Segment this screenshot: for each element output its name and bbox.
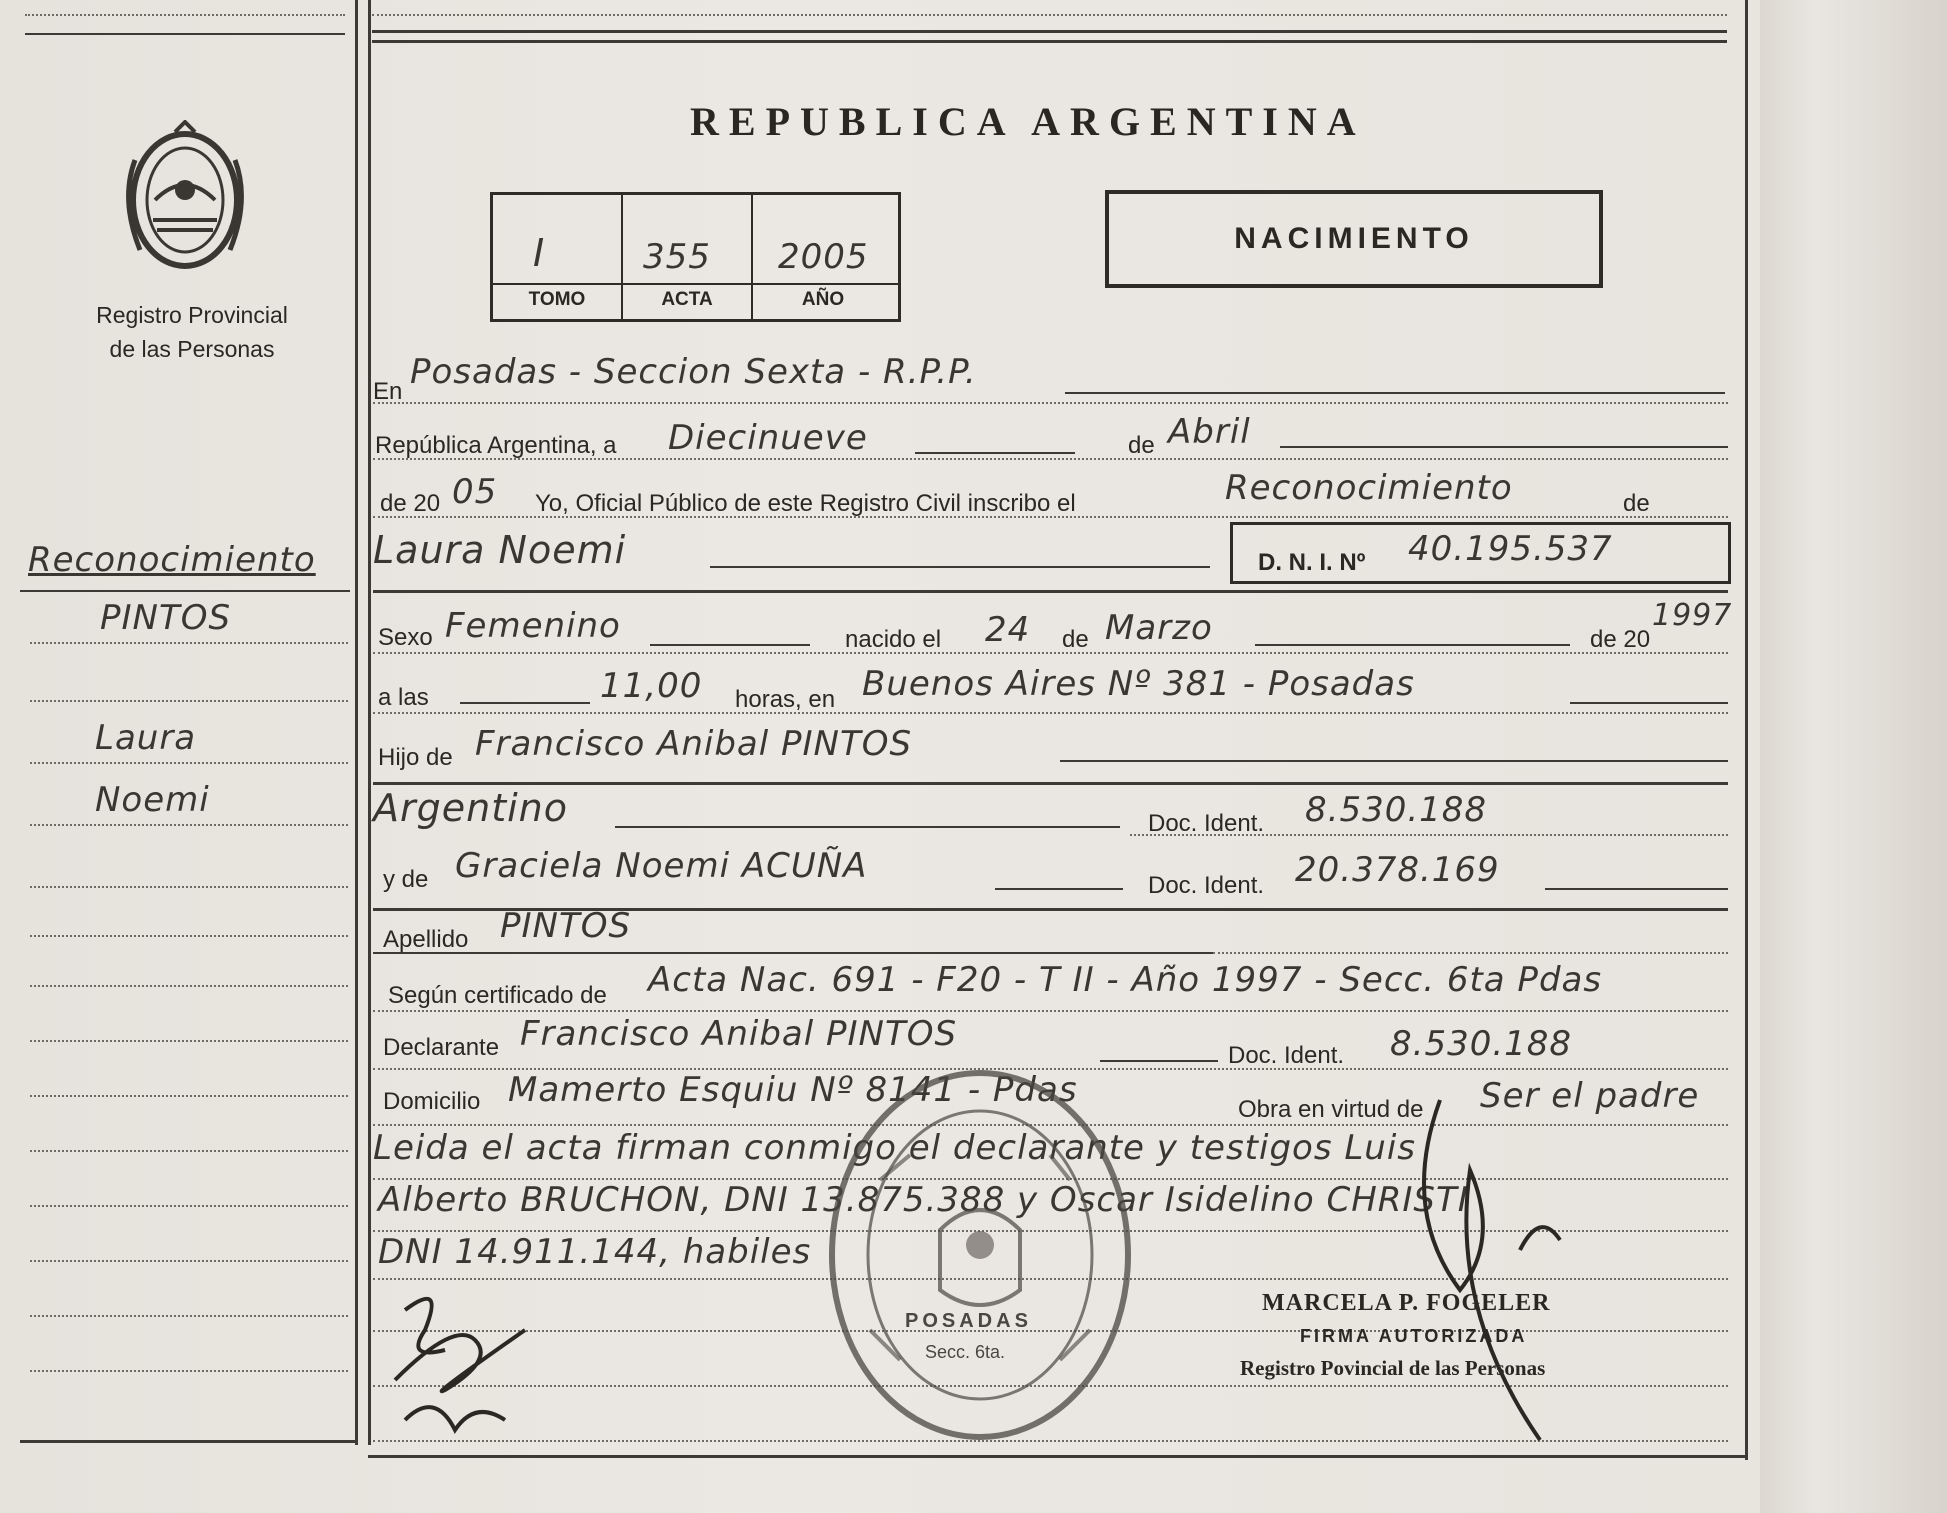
margin-line: [30, 762, 348, 764]
birth-year-label: de 20: [1590, 626, 1651, 653]
father-value: Francisco Anibal PINTOS: [475, 724, 913, 764]
declarante-label: Declarante: [383, 1034, 500, 1061]
tomo-label: TOMO: [528, 289, 586, 310]
acta-value: 355: [643, 237, 711, 277]
row-line: [1213, 952, 1728, 954]
dni-label: D. N. I. Nº: [1258, 549, 1366, 576]
left-column-divider: [355, 0, 358, 1445]
row-line: [373, 712, 1728, 714]
record-number-box: [490, 192, 901, 322]
sexo-value: Femenino: [445, 606, 621, 646]
fill-line: [915, 452, 1075, 454]
closing-line-3: DNI 14.911.144, habiles: [378, 1232, 812, 1272]
horas-label: horas, en: [735, 686, 836, 713]
closing-line-1: Leida el acta firman conmigo el declarante y testigos Luis: [373, 1128, 1417, 1168]
domicilio-label: Domicilio: [383, 1088, 481, 1115]
doc-ident-label-3: Doc. Ident.: [1228, 1042, 1345, 1069]
birth-month-value: Marzo: [1105, 608, 1213, 648]
fill-line: [373, 952, 1213, 954]
de-label-3: de: [1062, 626, 1089, 653]
fill-line: [615, 826, 1120, 828]
margin-line: [30, 1370, 348, 1372]
apellido-label: Apellido: [383, 926, 469, 953]
margin-note-name2: Noemi: [95, 780, 210, 820]
y-de-label: y de: [383, 866, 429, 893]
dni-value: 40.195.537: [1408, 529, 1613, 569]
margin-line: [30, 1260, 348, 1262]
fill-line: [1545, 888, 1728, 890]
fill-line: [1065, 392, 1725, 394]
de-label-2: de: [1623, 490, 1650, 517]
fill-line: [460, 702, 590, 704]
record-type-label: NACIMIENTO: [1234, 222, 1474, 255]
place-value: Posadas - Seccion Sexta - R.P.P.: [410, 352, 977, 392]
row-line: [373, 652, 1728, 654]
fill-line: [650, 644, 810, 646]
officer-org: Registro Povincial de las Personas: [1240, 1356, 1546, 1380]
section-rule: [373, 782, 1728, 785]
margin-line: [30, 1205, 348, 1207]
month-value: Abril: [1168, 412, 1251, 452]
margin-line: [30, 1315, 348, 1317]
bottom-rule: [368, 1455, 1748, 1458]
margin-note-name1: Laura: [95, 718, 197, 758]
doc-ident-label-1: Doc. Ident.: [1148, 810, 1265, 837]
country-title: REPUBLICA ARGENTINA: [690, 99, 1366, 144]
fill-line: [995, 888, 1123, 890]
domicilio-value: Mamerto Esquiu Nº 8141 - Pdas: [508, 1070, 1078, 1110]
segun-label: Según certificado de: [388, 982, 607, 1009]
margin-line: [30, 985, 348, 987]
top-dotted-line: [25, 14, 345, 16]
page-edge: [1760, 0, 1947, 1513]
obra-label: Obra en virtud de: [1238, 1096, 1424, 1123]
margin-line: [30, 824, 348, 826]
sexo-label: Sexo: [378, 624, 433, 651]
certificado-value: Acta Nac. 691 - F20 - T II - Año 1997 - Secc. 6ta Pdas: [648, 960, 1603, 1000]
full-name-value: Laura Noemi: [373, 528, 627, 572]
row-line: [373, 458, 1728, 460]
record-label-divider: [493, 283, 898, 285]
doc-ident-label-2: Doc. Ident.: [1148, 872, 1265, 899]
margin-line: [30, 642, 348, 644]
row-line: [373, 402, 1728, 404]
republica-label: República Argentina, a: [375, 432, 617, 459]
margin-line: [30, 1095, 348, 1097]
officer-name: MARCELA P. FOGELER: [1262, 1290, 1551, 1316]
year-prefix: de 20: [380, 490, 441, 517]
fill-line: [1570, 702, 1728, 704]
father-nationality-value: Argentino: [373, 786, 568, 830]
left-column-divider-2: [368, 0, 371, 1445]
record-type-box: [1105, 190, 1603, 288]
margin-line: [30, 1150, 348, 1152]
top-rule-right: [372, 30, 1727, 33]
row-line: [1130, 834, 1728, 836]
birth-day-value: 24: [985, 610, 1031, 650]
top-dotted-line-right: [372, 14, 1727, 16]
father-doc-value: 8.530.188: [1305, 790, 1488, 830]
act-type-value: Reconocimiento: [1225, 468, 1513, 508]
fill-line: [1280, 446, 1728, 448]
stamp-section: Secc. 6ta.: [925, 1342, 1006, 1362]
section-rule: [373, 590, 1728, 593]
mother-value: Graciela Noemi ACUÑA: [455, 846, 868, 886]
fill-line: [710, 566, 1210, 568]
right-border: [1745, 0, 1748, 1460]
registry-name-line1: Registro Provincial: [96, 302, 288, 328]
birth-year-value: 1997: [1652, 598, 1733, 633]
top-rule-right-2: [372, 40, 1727, 43]
tomo-value: I: [533, 231, 546, 275]
margin-note-surname: PINTOS: [100, 598, 232, 638]
anio-label: AÑO: [801, 289, 845, 310]
registry-name-line2: de las Personas: [109, 336, 275, 362]
mother-doc-value: 20.378.169: [1295, 850, 1500, 890]
margin-rule: [20, 590, 350, 592]
row-line: [373, 1010, 1728, 1012]
declarant-signature-icon: [385, 1270, 585, 1450]
day-value: Diecinueve: [668, 418, 868, 458]
de-label-1: de: [1128, 432, 1155, 459]
fill-line: [1060, 760, 1728, 762]
margin-line: [30, 886, 348, 888]
declarante-value: Francisco Anibal PINTOS: [520, 1014, 958, 1054]
margin-line: [30, 935, 348, 937]
apellido-value: PINTOS: [500, 906, 632, 946]
margin-bottom-rule: [20, 1440, 355, 1443]
coat-of-arms-icon: [115, 120, 255, 280]
margin-note-title: Reconocimiento: [28, 540, 316, 580]
margin-line: [30, 1040, 348, 1042]
birth-time-value: 11,00: [600, 666, 703, 706]
closing-line-2: Alberto BRUCHON, DNI 13.875.388 y Oscar Isidelino CHRISTI: [378, 1180, 1469, 1220]
year-suffix-value: 05: [452, 472, 498, 512]
officer-signature-icon: [1380, 1090, 1580, 1450]
a-las-label: a las: [378, 684, 429, 711]
margin-line: [30, 700, 348, 702]
top-rule-left: [25, 33, 345, 35]
anio-value: 2005: [778, 237, 869, 277]
fill-line: [1255, 644, 1570, 646]
officer-role: FIRMA AUTORIZADA: [1300, 1326, 1528, 1346]
obra-value: Ser el padre: [1480, 1076, 1700, 1116]
acta-label: ACTA: [661, 289, 713, 310]
stamp-city: POSADAS: [905, 1310, 1032, 1332]
official-stamp-icon: [820, 1060, 1140, 1450]
yo-label: Yo, Oficial Público de este Registro Civil inscribo el: [535, 490, 1076, 517]
birth-place-value: Buenos Aires Nº 381 - Posadas: [862, 664, 1415, 704]
dni-box: [1230, 522, 1731, 584]
en-label: En: [373, 378, 403, 405]
hijo-label: Hijo de: [378, 744, 453, 771]
declarante-doc-value: 8.530.188: [1390, 1024, 1573, 1064]
row-line: [373, 516, 1728, 518]
nacido-label: nacido el: [845, 626, 942, 653]
